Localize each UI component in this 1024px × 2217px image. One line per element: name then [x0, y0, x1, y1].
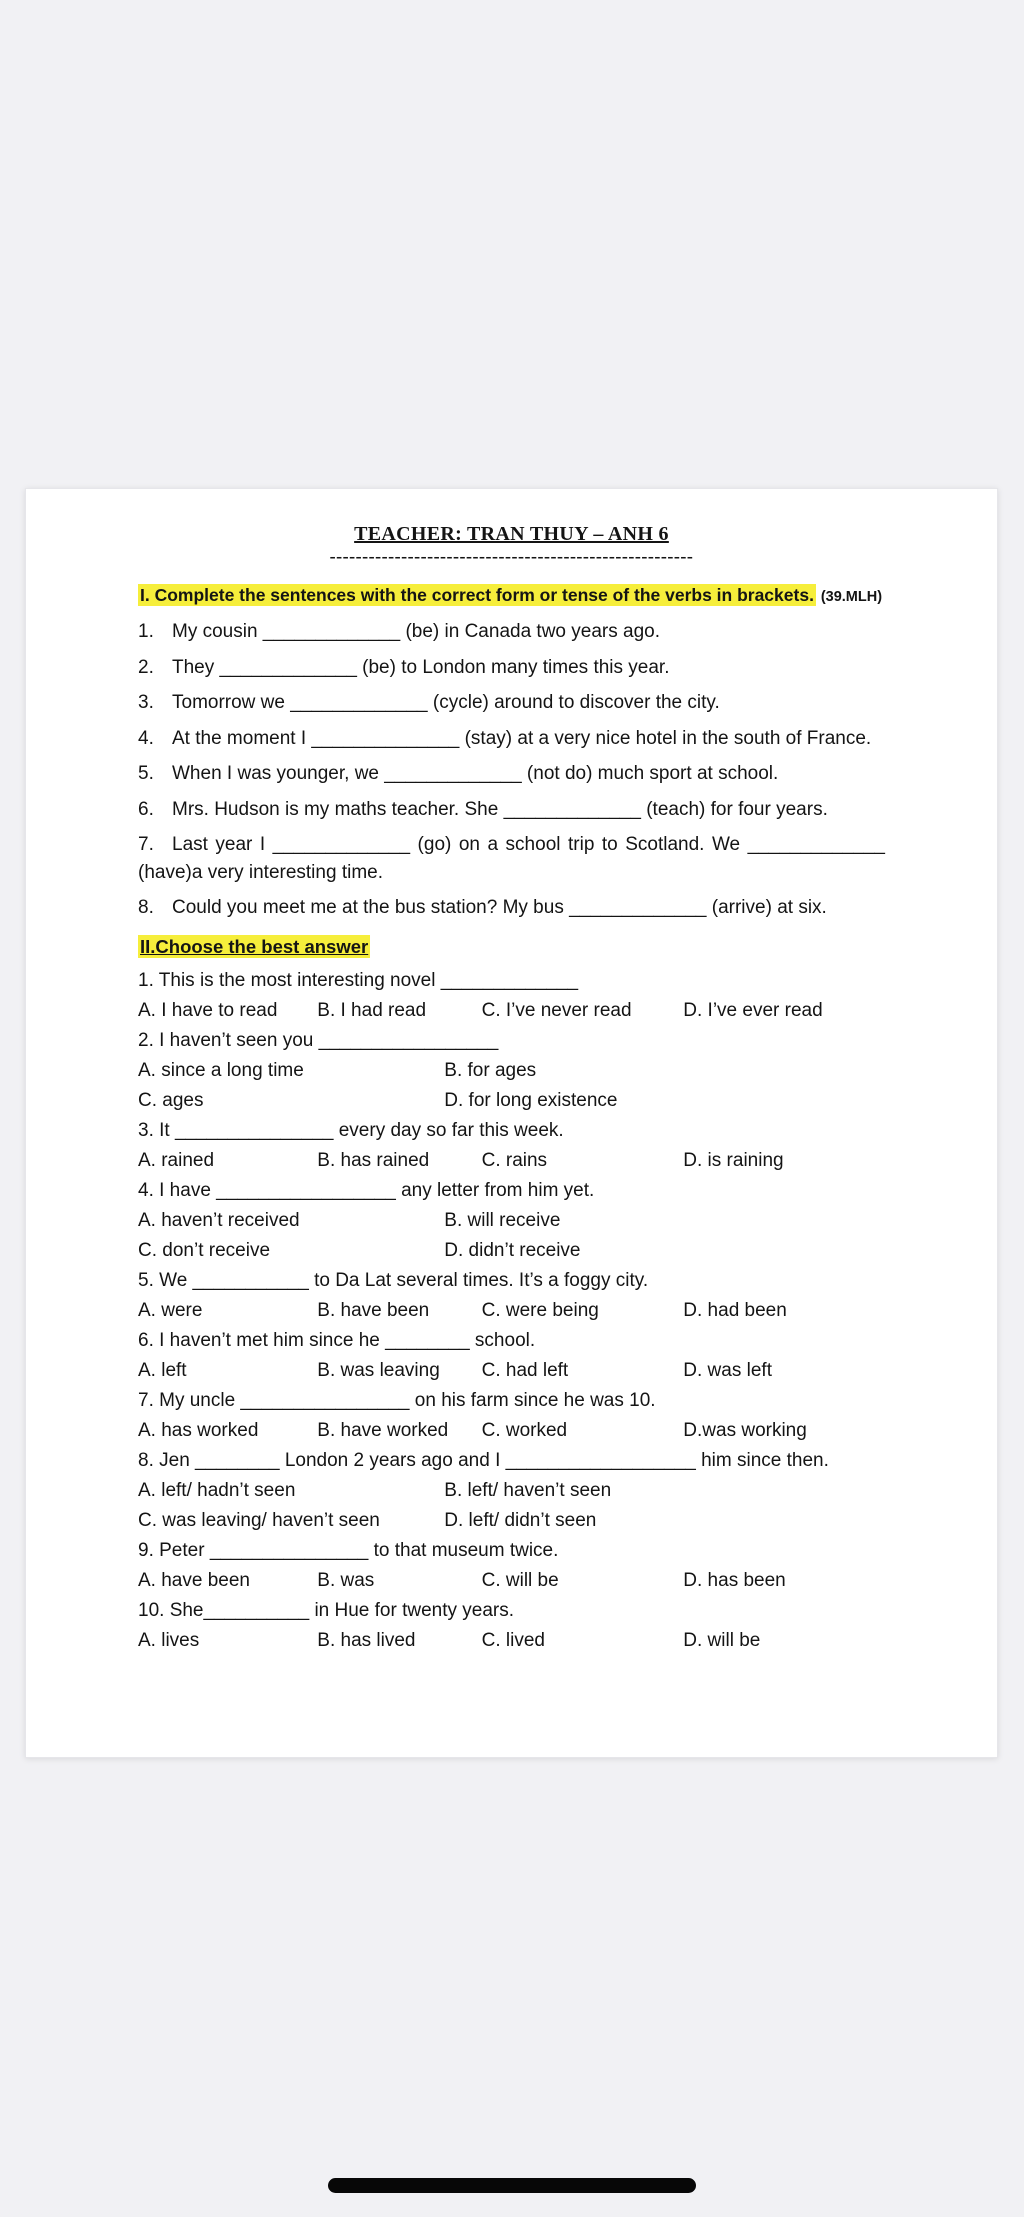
answer-row [138, 1476, 885, 1506]
question-block [138, 1596, 885, 1656]
section1-heading-note: (39.MLH) [820, 589, 883, 605]
answer-option: B. have worked [317, 1419, 449, 1441]
answer-option: C. don’t receive [138, 1239, 271, 1261]
document-title-text: TEACHER: TRAN THUY – ANH 6 [354, 523, 669, 545]
answer-option: B. for ages [444, 1059, 537, 1081]
question-stem: 4. I have _________________ any letter from him yet. [138, 1179, 595, 1201]
title-divider: -------------------------------------------------------- [329, 546, 694, 566]
answer-option: A. have been [138, 1569, 250, 1591]
answer-option: D. was left [683, 1359, 772, 1381]
section1-heading-highlight: I. Complete the sentences with the correct form or tense of the verbs in brackets. [140, 585, 814, 605]
section1-item [138, 618, 885, 646]
section2-heading-highlight: II.Choose the best answer [140, 935, 369, 957]
section1-item [138, 796, 885, 824]
item-text: At the moment I ______________ (stay) at a very nice hotel in the south of France. [172, 727, 872, 749]
answer-row [138, 1086, 885, 1116]
section2-heading [138, 932, 885, 962]
question-stem: 5. We ___________ to Da Lat several times. It’s a foggy city. [138, 1269, 649, 1291]
item-text: Tomorrow we _____________ (cycle) around to discover the city. [172, 692, 720, 714]
answer-option: C. had left [481, 1359, 569, 1381]
document-title [138, 523, 885, 546]
question-block [138, 966, 885, 1026]
answer-row [138, 1056, 885, 1086]
question-stem: 10. She__________ in Hue for twenty years. [138, 1599, 515, 1621]
answer-row [138, 1206, 885, 1236]
answer-option: D. will be [683, 1629, 761, 1651]
answer-option: D. didn’t receive [444, 1239, 581, 1261]
answer-option: A. haven’t received [138, 1209, 300, 1231]
section1-item [138, 654, 885, 682]
question-stem: 8. Jen ________ London 2 years ago and I __________________ him since then. [138, 1449, 829, 1471]
answer-option: C. ages [138, 1089, 204, 1111]
answer-option: C. rains [481, 1149, 548, 1171]
home-indicator-bar[interactable] [328, 2178, 696, 2193]
answer-option: D. I’ve ever read [683, 999, 823, 1021]
answer-option: C. worked [481, 1419, 568, 1441]
question-block [138, 1536, 885, 1596]
answer-option: A. has worked [138, 1419, 259, 1441]
section1-item [138, 894, 885, 922]
answer-row [138, 1356, 885, 1386]
item-text: Mrs. Hudson is my maths teacher. She _____________ (teach) for four years. [172, 798, 828, 820]
answer-row [138, 1236, 885, 1266]
section1-item [138, 725, 885, 753]
question-block [138, 1116, 885, 1176]
answer-option: A. were [138, 1299, 203, 1321]
answer-option: B. I had read [317, 999, 427, 1021]
answer-row [138, 1626, 885, 1656]
answer-option: D. has been [683, 1569, 786, 1591]
item-text: When I was younger, we _____________ (not do) much sport at school. [172, 763, 779, 785]
answer-option: A. left [138, 1359, 187, 1381]
answer-option: B. have been [317, 1299, 430, 1321]
answer-option: A. since a long time [138, 1059, 304, 1081]
question-block [138, 1266, 885, 1326]
question-block [138, 1326, 885, 1386]
answer-option: B. was leaving [317, 1359, 440, 1381]
answer-option: B. has rained [317, 1149, 430, 1171]
item-number: 3. [138, 692, 154, 714]
answer-option: C. was leaving/ haven’t seen [138, 1509, 380, 1531]
answer-option: B. will receive [444, 1209, 561, 1231]
section1-heading [138, 582, 885, 610]
answer-option: A. I have to read [138, 999, 278, 1021]
item-text: Could you meet me at the bus station? My bus _____________ (arrive) at six. [172, 897, 827, 919]
answer-option: A. left/ hadn’t seen [138, 1479, 296, 1501]
item-text: They _____________ (be) to London many times this year. [172, 656, 670, 678]
answer-option: D. is raining [683, 1149, 784, 1171]
answer-option: C. will be [481, 1569, 559, 1591]
answer-row [138, 1146, 885, 1176]
document-content [26, 489, 997, 1656]
document-page [25, 488, 998, 1758]
answer-option: C. were being [481, 1299, 599, 1321]
answer-option: D. had been [683, 1299, 787, 1321]
item-number: 2. [138, 656, 154, 678]
question-block [138, 1386, 885, 1446]
answer-option: A. lives [138, 1629, 200, 1651]
question-stem: 1. This is the most interesting novel _____________ [138, 969, 579, 991]
item-text: My cousin _____________ (be) in Canada two years ago. [172, 621, 660, 642]
item-number: 6. [138, 798, 154, 820]
question-stem: 6. I haven’t met him since he ________ school. [138, 1329, 536, 1351]
question-stem: 9. Peter _______________ to that museum twice. [138, 1539, 559, 1561]
question-block [138, 1026, 885, 1116]
answer-row [138, 1416, 885, 1446]
answer-row [138, 1566, 885, 1596]
question-stem: 3. It _______________ every day so far this week. [138, 1119, 564, 1141]
answer-option: D. left/ didn’t seen [444, 1509, 597, 1531]
question-block [138, 1446, 885, 1536]
answer-option: B. was [317, 1569, 375, 1591]
answer-option: D.was working [683, 1419, 807, 1441]
answer-option: C. lived [481, 1629, 545, 1651]
answer-option: C. I’ve never read [481, 999, 632, 1021]
answer-row [138, 996, 885, 1026]
item-number: 7. [138, 834, 154, 856]
section1-item [138, 831, 885, 886]
question-stem: 2. I haven’t seen you _________________ [138, 1029, 499, 1051]
item-number: 1. [138, 621, 154, 642]
answer-option: D. for long existence [444, 1089, 618, 1111]
item-number: 5. [138, 763, 154, 785]
answer-row [138, 1506, 885, 1536]
answer-option: B. left/ haven’t seen [444, 1479, 612, 1501]
question-block [138, 1176, 885, 1266]
item-text: Last year I _____________ (go) on a school trip to Scotland. We _____________ (have)a very interesting time. [138, 834, 885, 883]
answer-option: B. has lived [317, 1629, 416, 1651]
answer-option: A. rained [138, 1149, 215, 1171]
section1-item [138, 689, 885, 717]
item-number: 4. [138, 727, 154, 749]
question-stem: 7. My uncle ________________ on his farm since he was 10. [138, 1389, 656, 1411]
answer-row [138, 1296, 885, 1326]
section1-item [138, 760, 885, 788]
item-number: 8. [138, 897, 154, 919]
